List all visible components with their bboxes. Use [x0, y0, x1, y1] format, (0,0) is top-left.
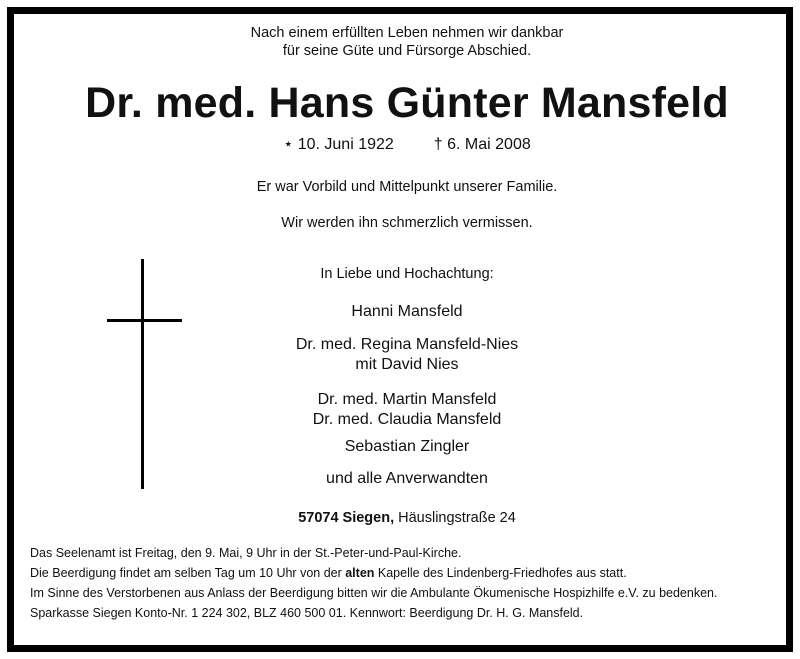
note-spende: Im Sinne des Verstorbenen aus Anlass der Beerdigung bitten wir die Ambulante Ökumenische Hospizhilfe e.V. zu bedenken.	[30, 586, 718, 600]
note-konto: Sparkasse Siegen Konto-Nr. 1 224 302, BLZ 460 500 01. Kennwort: Beerdigung Dr. H. G. Mansfeld.	[30, 606, 584, 620]
funeral-notes	[30, 545, 784, 621]
obituary-frame	[7, 7, 793, 652]
mourner-name: und alle Anverwandten	[326, 470, 488, 487]
note-seelenamt: Das Seelenamt ist Freitag, den 9. Mai, 9 Uhr in der St.-Peter-und-Paul-Kirche.	[30, 546, 462, 560]
birth-date: ⋆ 10. Juni 1922	[283, 136, 394, 153]
address-city: 57074 Siegen,	[298, 510, 395, 526]
death-date: † 6. Mai 2008	[433, 136, 531, 153]
statement-vermissen: Wir werden ihn schmerzlich vermissen.	[281, 215, 533, 231]
statement-vorbild: Er war Vorbild und Mittelpunkt unserer Familie.	[256, 179, 558, 195]
intro-text	[14, 24, 800, 60]
note-beerdigung-text-1: Die Beerdigung findet am selben Tag um 10 Uhr von der	[30, 566, 346, 580]
note-beerdigung	[30, 565, 784, 581]
intro-line-2: für seine Güte und Fürsorge Abschied.	[282, 43, 532, 59]
mourner-name: Hanni Mansfeld	[351, 303, 463, 320]
life-dates	[14, 135, 800, 155]
mourner-name: mit David Nies	[355, 356, 459, 373]
mourner-name: Dr. med. Regina Mansfeld-Nies	[295, 336, 519, 353]
note-beerdigung-text-2: Kapelle des Lindenberg-Friedhofes aus statt.	[374, 566, 627, 580]
mourner-name: Dr. med. Martin Mansfeld	[317, 391, 497, 408]
mourning-address	[14, 510, 800, 526]
deceased-name: Dr. med. Hans Günter Mansfeld	[85, 79, 729, 127]
address-street: Häuslingstraße 24	[398, 510, 516, 526]
intro-line-1: Nach einem erfüllten Leben nehmen wir dankbar	[250, 25, 564, 41]
love-line: In Liebe und Hochachtung:	[320, 266, 494, 282]
mourner-name: Dr. med. Claudia Mansfeld	[312, 411, 502, 428]
mourner-name: Sebastian Zingler	[344, 438, 470, 455]
note-beerdigung-bold: alten	[345, 566, 375, 580]
